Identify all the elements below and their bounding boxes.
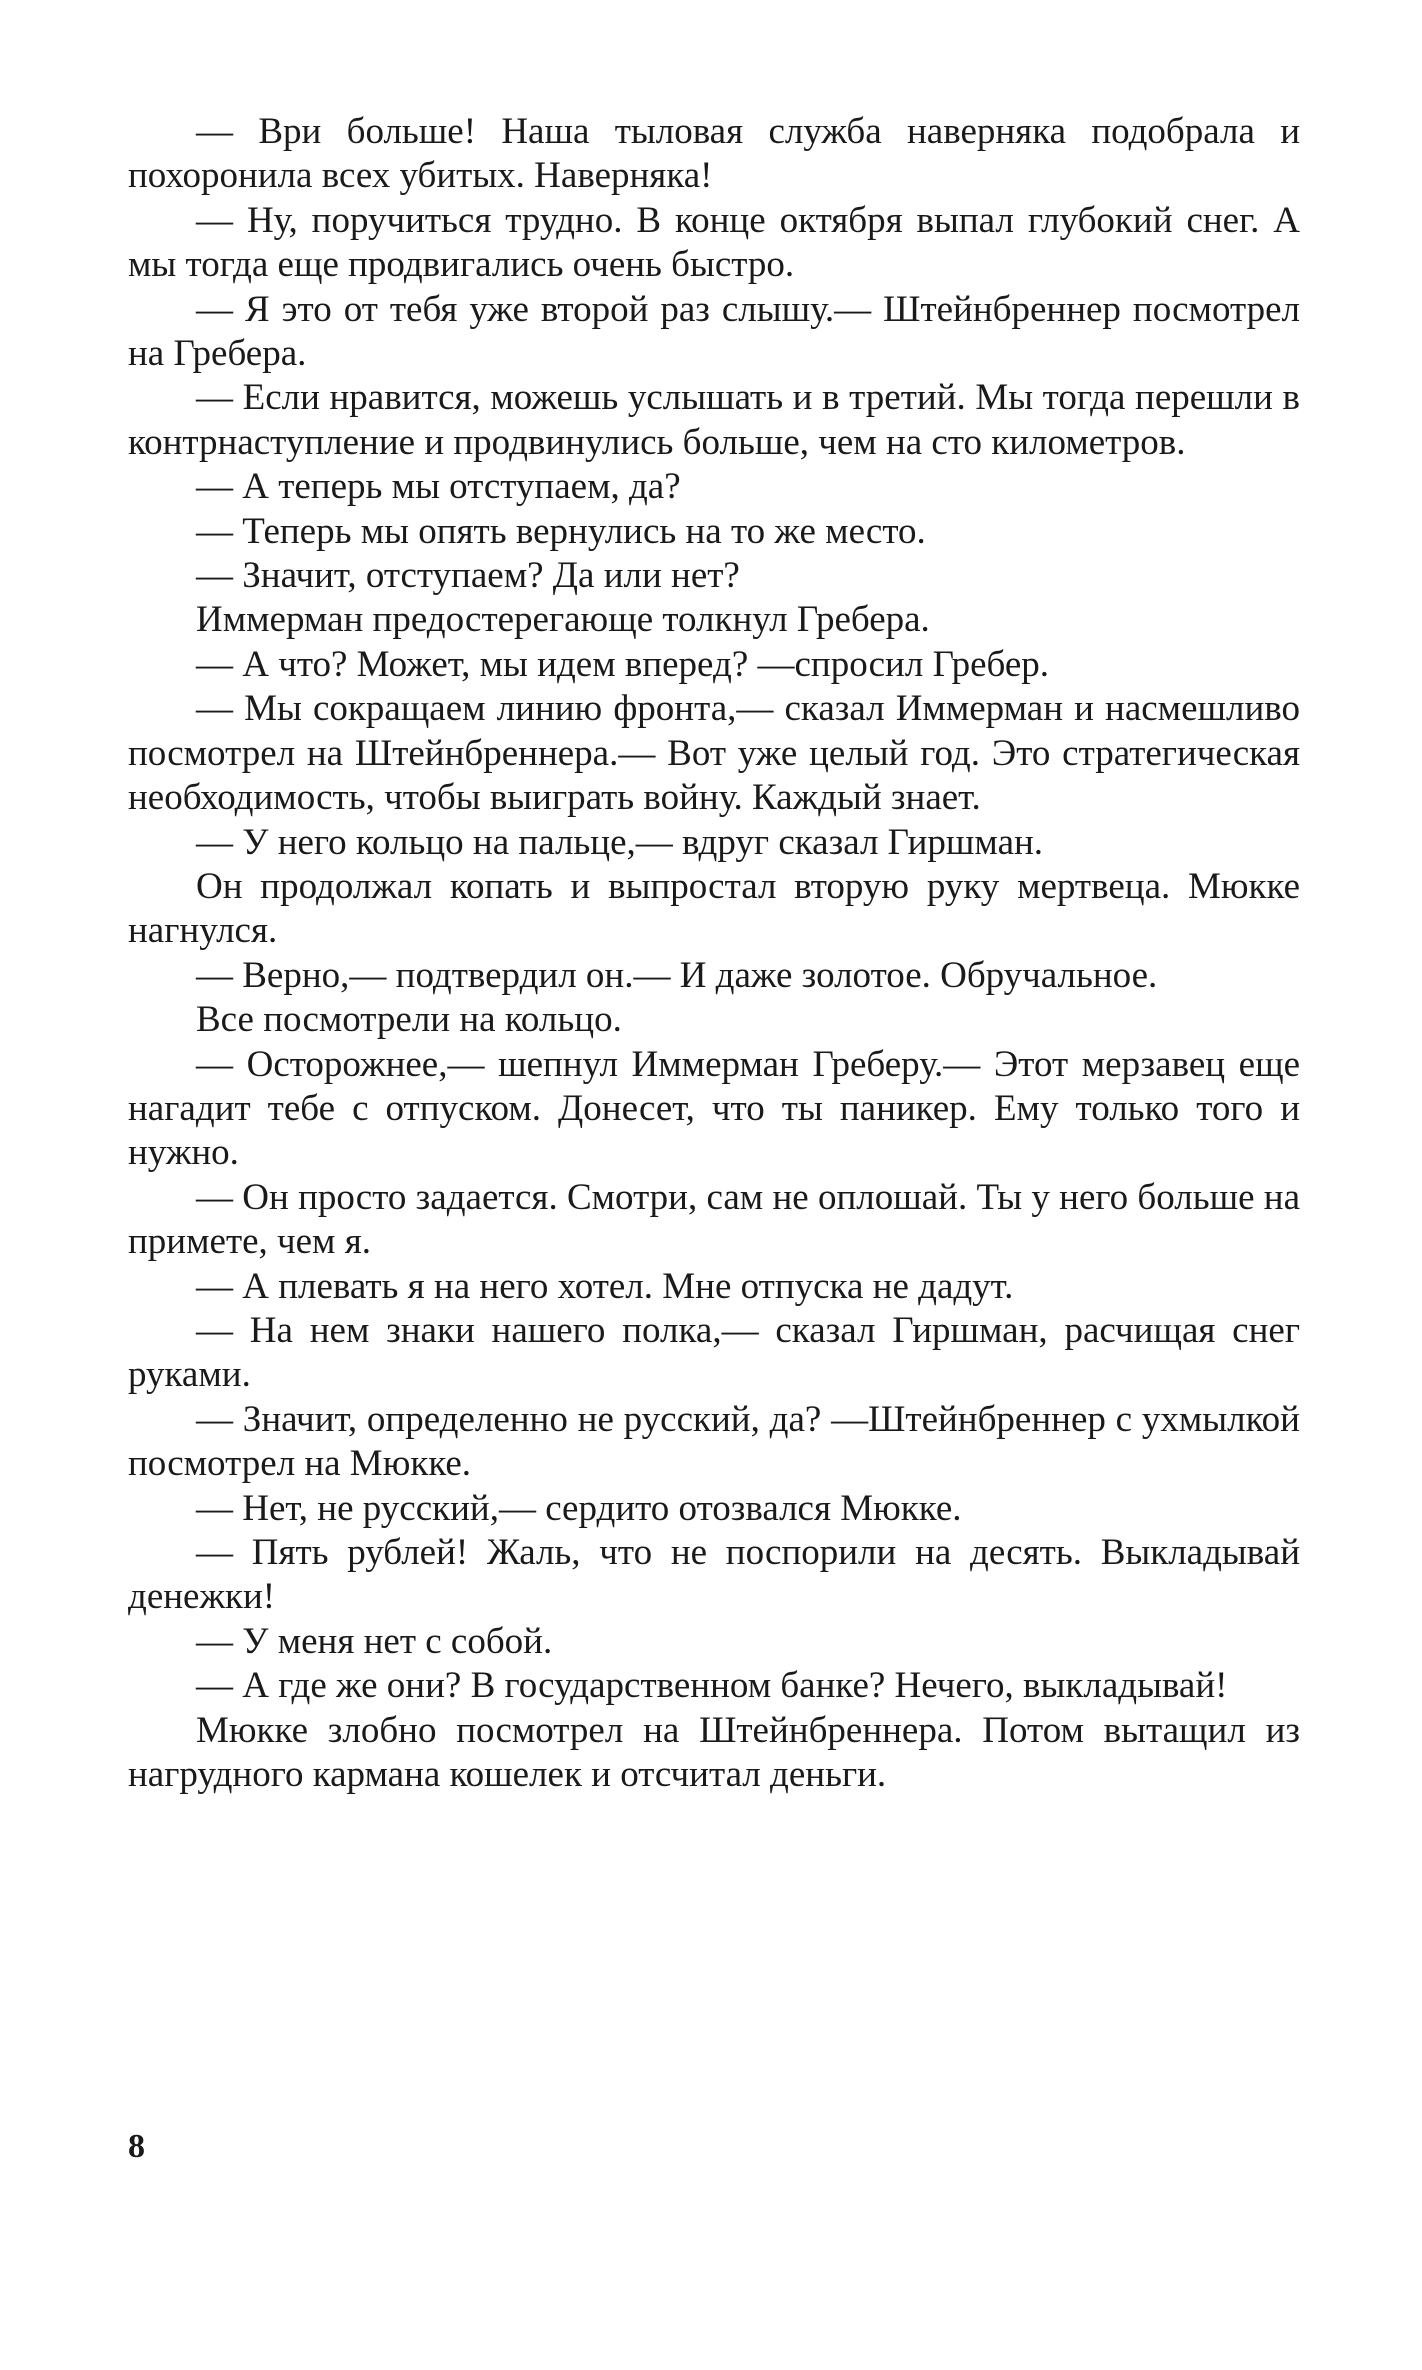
paragraph-21: — Пять рублей! Жаль, что не поспорили на десять. Выкладывай денежки! <box>128 1532 1300 1618</box>
paragraph-20: — Нет, не русский,— сердито отозвался Мюкке. <box>196 1487 962 1529</box>
paragraph-23: — А где же они? В государственном банке? Нечего, выкладывай! <box>196 1665 1228 1707</box>
body-text <box>128 110 1300 1797</box>
paragraph-15: — Осторожнее,— шепнул Иммерман Греберу.— Этот мерзавец еще нагадит тебе с отпуском. Донесет, что ты паникер. Ему только того и нужно. <box>128 1043 1300 1174</box>
paragraph-17: — А плевать я на него хотел. Мне отпуска не дадут. <box>196 1265 1014 1307</box>
paragraph-12: Он продолжал копать и выпростал вторую руку мертвеца. Мюкке нагнулся. <box>128 865 1300 952</box>
paragraph-14: Все посмотрели на кольцо. <box>196 999 622 1041</box>
paragraph-4: — Если нравится, можешь услышать и в третий. Мы тогда перешли в контрнаступление и продвинулись больше, чем на сто километров. <box>128 377 1300 463</box>
paragraph-10: — Мы сокращаем линию фронта,— сказал Иммерман и насмешливо посмотрел на Штейнбреннера.— Вот уже целый год. Это стратегическая необходимость, чтобы выиграть войну. Каждый знает. <box>128 688 1300 819</box>
paragraph-22: — У меня нет с собой. <box>196 1620 553 1662</box>
paragraph-18: — На нем знаки нашего полка,— сказал Гиршман, расчищая снег руками. <box>128 1309 1300 1396</box>
paragraph-6: — Теперь мы опять вернулись на то же место. <box>196 510 926 552</box>
paragraph-8: Иммерман предостерегающе толкнул Гребера. <box>196 599 930 641</box>
paragraph-3: — Я это от тебя уже второй раз слышу.— Штейнбреннер посмотрел на Гребера. <box>128 288 1300 375</box>
paragraph-7: — Значит, отступаем? Да или нет? <box>196 555 740 597</box>
paragraph-1: — Ври больше! Наша тыловая служба наверняка подобрала и похоронила всех убитых. Наверняка! <box>128 111 1300 197</box>
paragraph-9: — А что? Может, мы идем вперед? —спросил Гребер. <box>196 643 1050 685</box>
paragraph-11: — У него кольцо на пальце,— вдруг сказал Гиршман. <box>196 821 1044 863</box>
paragraph-13: — Верно,— подтвердил он.— И даже золотое. Обручальное. <box>196 954 1158 996</box>
paragraph-24: Мюкке злобно посмотрел на Штейнбреннера. Потом вытащил из нагрудного кармана кошелек и отсчитал деньги. <box>128 1709 1300 1796</box>
paragraph-16: — Он просто задается. Смотри, сам не оплошай. Ты у него больше на примете, чем я. <box>128 1176 1300 1263</box>
page-number: 8 <box>128 2128 145 2165</box>
paragraph-19: — Значит, определенно не русский, да? —Штейнбреннер с ухмылкой посмотрел на Мюкке. <box>128 1398 1300 1485</box>
paragraph-2: — Ну, поручиться трудно. В конце октября выпал глубокий снег. А мы тогда еще продвигались очень быстро. <box>128 199 1300 286</box>
paragraph-5: — А теперь мы отступаем, да? <box>196 466 681 508</box>
